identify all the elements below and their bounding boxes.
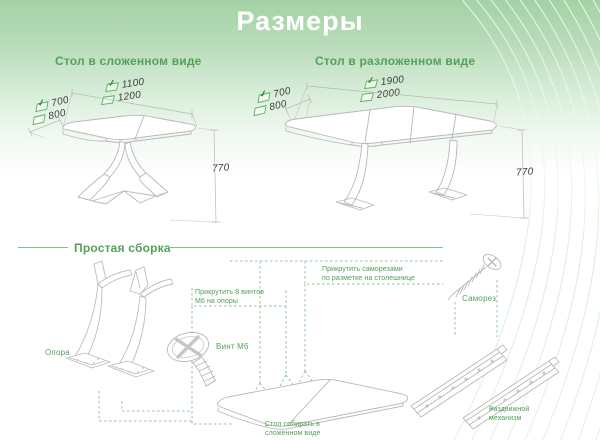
extended-width-unchecked-value: 800 (268, 98, 288, 114)
assembly-caption-line2: сложенном виде (265, 430, 321, 438)
folded-length-checked-value: 1100 (121, 76, 146, 91)
screw-note-line1: Прикрутить саморезами (322, 266, 403, 273)
mechanism-label-line2: механизм (489, 415, 522, 423)
sliding-mechanism-drawing (405, 336, 570, 436)
checkbox-checked-icon: ✓ (35, 101, 48, 112)
extended-section-heading: Стол в разложенном виде (315, 54, 476, 68)
support-label: Опора (45, 348, 70, 357)
support-legs-drawing (40, 258, 180, 406)
folded-height-value: 770 (211, 162, 230, 175)
mechanism-label (489, 405, 529, 424)
page-title: Размеры (236, 6, 364, 36)
extended-length-checked-value: 1900 (380, 74, 405, 89)
folded-length-unchecked-value: 1200 (117, 89, 142, 104)
extended-length-unchecked-value: 2000 (376, 87, 401, 102)
folded-width-checked-value: 700 (50, 94, 70, 110)
extended-width-checked-value: 700 (272, 85, 292, 101)
assembly-table-caption (265, 420, 320, 439)
assembly-section-heading: Простая сборка (74, 241, 171, 255)
bolt-label: Винт М6 (216, 342, 249, 351)
mechanism-label-line1: Раздвижной (489, 406, 530, 413)
screw-assembly-note (322, 265, 415, 284)
assembly-caption-line1: Стол собирать в (265, 421, 320, 428)
folded-width-unchecked-value: 800 (47, 107, 67, 123)
extended-height-value: 770 (515, 166, 534, 179)
screw-note-line2: по разметке на столешнице (322, 275, 415, 283)
checkbox-checked-icon: ✓ (364, 79, 378, 89)
folded-section-heading: Стол в сложенном виде (55, 54, 202, 68)
bolt-note-line1: Прикрутить 8 винтов (195, 289, 265, 296)
screw-label: Саморез (462, 294, 497, 303)
bolt-note-line2: М6 на опоры (195, 298, 238, 306)
checkbox-checked-icon: ✓ (105, 82, 119, 92)
bolt-assembly-note (195, 288, 264, 307)
checkbox-checked-icon: ✓ (257, 92, 270, 103)
